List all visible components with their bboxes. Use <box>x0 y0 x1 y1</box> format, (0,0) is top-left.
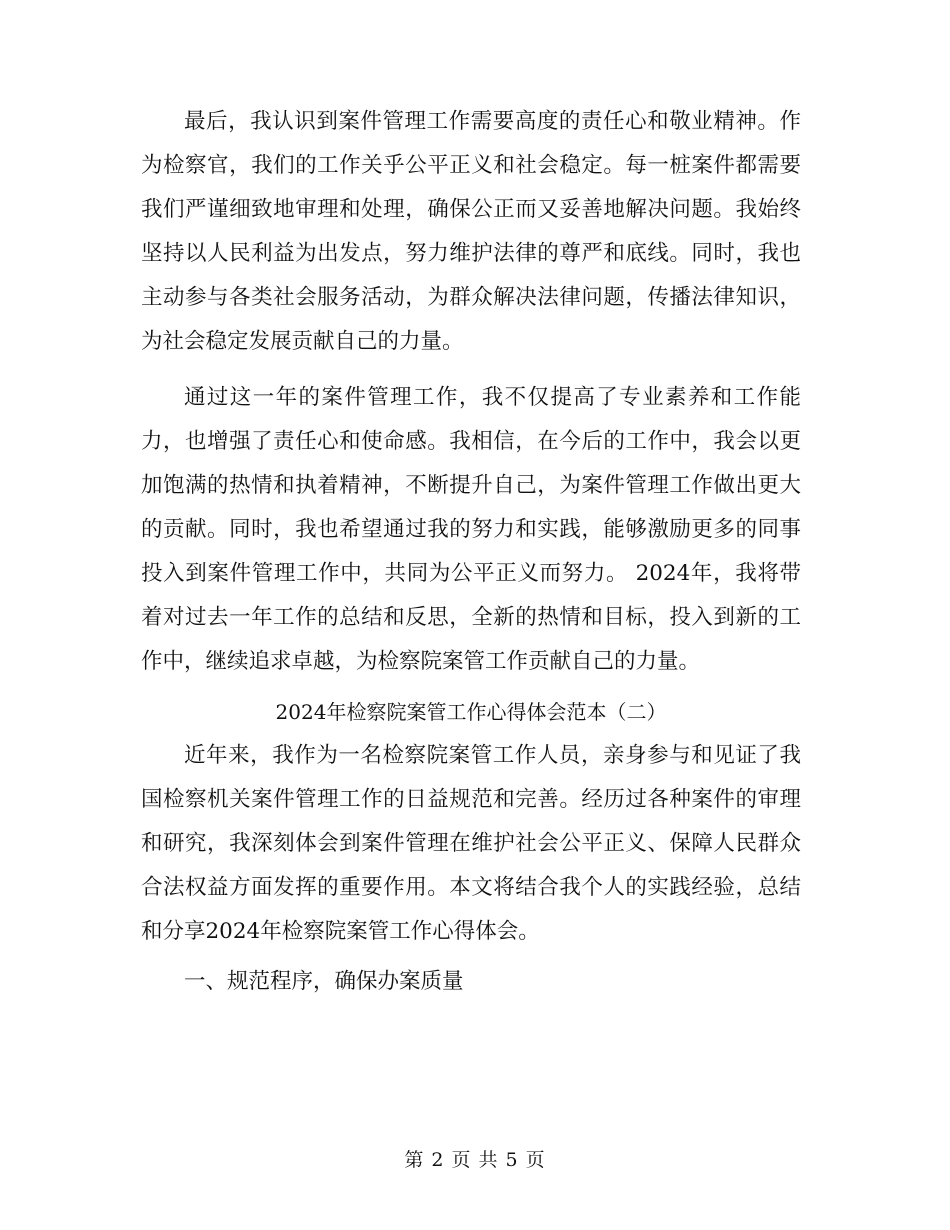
paragraph-year-summary: 通过这一年的案件管理工作，我不仅提高了专业素养和工作能力，也增强了责任心和使命感。我相信，在今后的工作中，我会以更加饱满的热情和执着精神，不断提升自己，为案件管理工作做出更大的贡献。同时，我也希望通过我的努力和实践，能够激励更多的同事投入到案件管理工作中，共同为公平正义而努力。 2024年，我将带着对过去一年工作的总结和反思，全新的热情和目标，投入到新的工作中，继续追求卓越，为检察院案管工作贡献自己的力量。 <box>141 385 801 674</box>
paragraph-responsibility: 最后，我认识到案件管理工作需要高度的责任心和敬业精神。作为检察官，我们的工作关乎公平正义和社会稳定。每一桩案件都需要我们严谨细致地审理和处理，确保公正而又妥善地解决问题。我始终坚持以人民利益为出发点，努力维护法律的尊严和底线。同时，我也主动参与各类社会服务活动，为群众解决法律问题，传播法律知识，为社会稳定发展贡献自己的力量。 <box>141 109 801 354</box>
section-title: 2024年检察院案管工作心得体会范本（二） <box>275 700 667 724</box>
paragraph-introduction: 近年来，我作为一名检察院案管工作人员，亲身参与和见证了我国检察机关案件管理工作的日益规范和完善。经历过各种案件的审理和研究，我深刻体会到案件管理在维护社会公平正义、保障人民群众合法权益方面发挥的重要作用。本文将结合我个人的实践经验，总结和分享2024年检察院案管工作心得体会。 <box>141 743 801 944</box>
section-heading: 一、规范程序，确保办案质量 <box>184 969 464 994</box>
page-number-footer: 第 2 页 共 5 页 <box>404 1149 546 1171</box>
document-body <box>141 100 801 1004</box>
